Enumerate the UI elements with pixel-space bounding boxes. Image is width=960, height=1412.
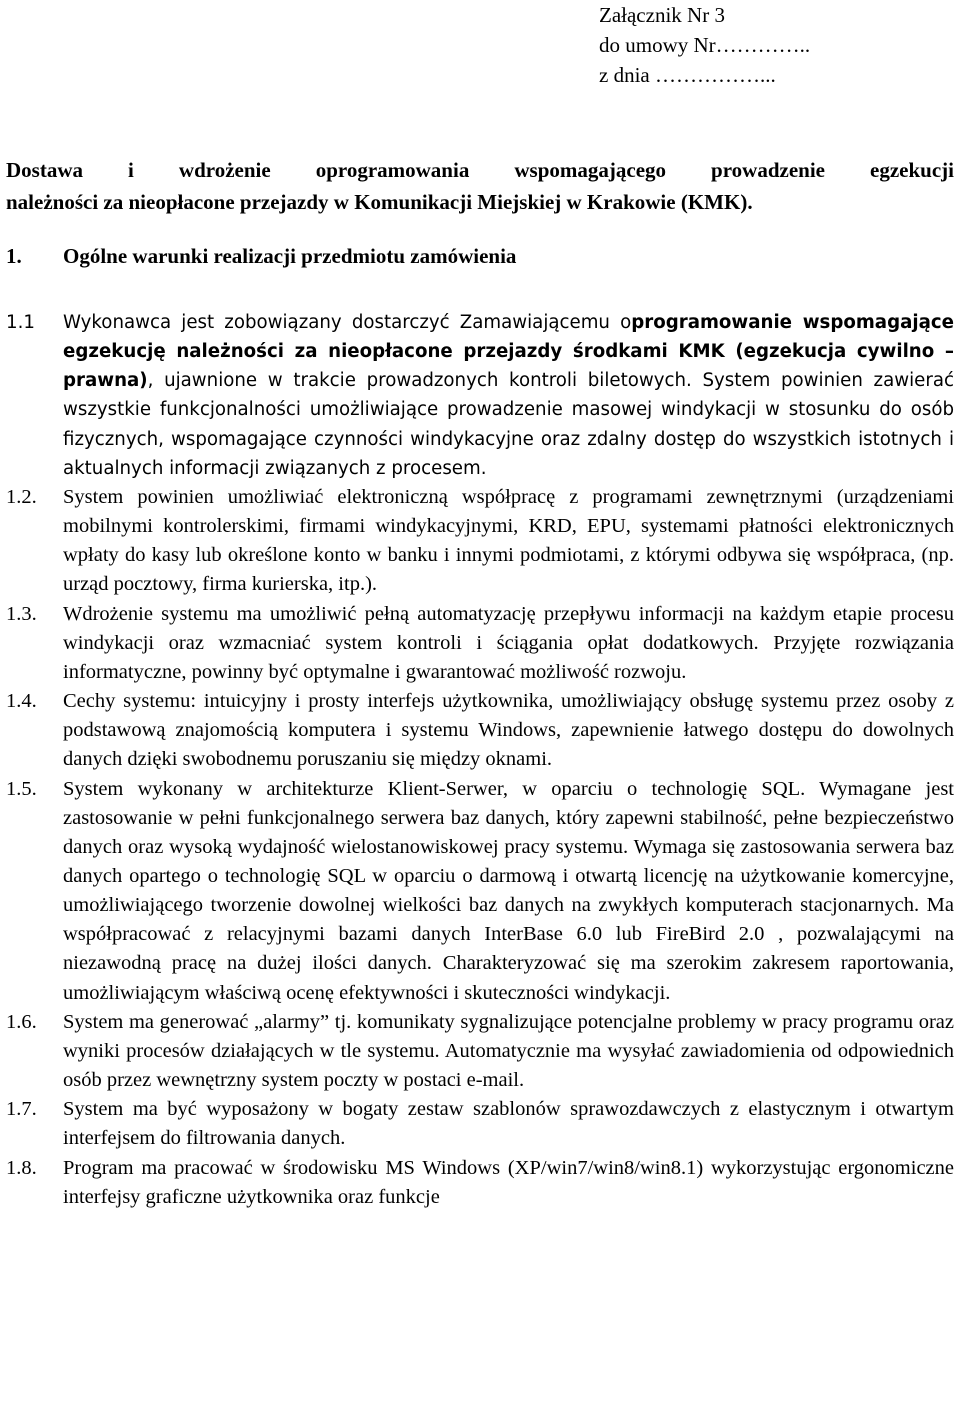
- list-item: [6, 483, 954, 600]
- item-number: 1.1: [6, 312, 35, 333]
- contract-number: do umowy Nr…………..: [599, 33, 811, 57]
- list-item: [6, 1154, 954, 1212]
- item-text: System wykonany w architekturze Klient-Serwer, w oparciu o technologię SQL. Wymagane jest zastosowanie w pełni funkcjonalnego serwera baz danych, który zapewni stabilność, pełne bezpieczeństwo danych oraz wysoką wydajność wielostanowiskowej pracy systemu. Wymaga się zastosowania serwera baz danych opartego o technologię SQL w oparciu o darmową i otwartą licencję na użytkowanie komercyjne, umożliwiającego tworzenie dowolnej wielkości baz danych na zwykłych komputerach stacjonarnych. Ma współpracować z relacyjnymi bazami danych InterBase 6.0 lub FireBird 2.0 , pozwalającymi na niezawodną pracę na dużej ilości danych. Charakteryzować się ma szerokim zakresem raportowania, umożliwiającym właściwą ocenę efektywności i skuteczności windykacji.: [63, 777, 954, 1004]
- item-number: 1.2.: [6, 485, 37, 508]
- item-number: 1.5.: [6, 777, 37, 800]
- attachment-header: [599, 0, 810, 90]
- item-text: System powinien umożliwiać elektroniczną współpracę z programami zewnętrznymi (urządzeniami mobilnymi kontrolerskimi, firmami windykacyjnymi, KRD, EPU, systemami płatności elektronicznych wpłaty do kasy lub określone konto w banku i innymi podmiotami, z którymi odbywa się współpraca, (np. urząd pocztowy, firma kurierska, itp.).: [63, 485, 954, 596]
- item-number: 1.3.: [6, 602, 37, 625]
- section-title: Ogólne warunki realizacji przedmiotu zamówienia: [63, 244, 517, 268]
- item-text: Program ma pracować w środowisku MS Windows (XP/win7/win8/win8.1) wykorzystując ergonomiczne interfejsy graficzne użytkownika oraz funkcje: [63, 1156, 954, 1208]
- title-line-2: należności za nieopłacone przejazdy w Komunikacji Miejskiej w Krakowie (KMK).: [6, 190, 753, 214]
- item-text-bold: programowanie wspomagające egzekucję należności za nieopłacone przejazdy środkami KMK (egzekucja cywilno – prawna): [63, 312, 954, 392]
- list-item: [6, 1008, 954, 1095]
- item-number: 1.8.: [6, 1156, 37, 1179]
- contract-date: z dnia ……………...: [599, 63, 776, 87]
- list-item: [6, 775, 954, 1008]
- item-number: 1.7.: [6, 1098, 37, 1121]
- list-item: [6, 308, 954, 483]
- requirements-list: [6, 308, 954, 1212]
- section-number: 1.: [6, 244, 22, 268]
- item-text: System ma generować „alarmy” tj. komunikaty sygnalizujące potencjalne problemy w pracy programu oraz wyniki procesów działających w tle systemu. Automatycznie ma wysyłać zawiadomienia od odpowiednich osób przez wewnętrzny system poczty w postaci e-mail.: [63, 1010, 954, 1092]
- attachment-number: Załącznik Nr 3: [599, 3, 725, 27]
- list-item: [6, 687, 954, 774]
- item-text: Cechy systemu: intuicyjny i prosty interfejs użytkownika, umożliwiający obsługę systemu przez osoby z podstawową znajomością komputera i systemu Windows, zapewnienie łatwego dostępu do dowolnych danych dzięki swobodnemu poruszaniu się między oknami.: [63, 690, 954, 771]
- item-text-rest: , ujawnione w trakcie prowadzonych kontroli biletowych. System powinien zawierać wszystkie funkcjonalności umożliwiające prowadzenie masowej windykacji w stosunku do osób fizycznych, wspomagające czynności windykacyjne oraz zdalny dostęp do wszystkich istotnych i aktualnych informacji związanych z procesem.: [63, 370, 954, 479]
- item-text-lead: Wykonawca jest zobowiązany dostarczyć Zamawiającemu o: [63, 312, 632, 333]
- title-line-1: Dostawa i wdrożenie oprogramowania wspomagającego prowadzenie egzekucji: [6, 158, 954, 182]
- document-title: [6, 154, 954, 218]
- list-item: [6, 1095, 954, 1153]
- section-heading: [6, 240, 516, 272]
- list-item: [6, 600, 954, 687]
- item-number: 1.4.: [6, 690, 37, 713]
- item-number: 1.6.: [6, 1010, 37, 1033]
- item-text: System ma być wyposażony w bogaty zestaw szablonów sprawozdawczych z elastycznym i otwartym interfejsem do filtrowania danych.: [63, 1098, 954, 1150]
- item-text: Wdrożenie systemu ma umożliwić pełną automatyzację przepływu informacji na każdym etapie procesu windykacji oraz wzmacniać system kontroli i ściągania opłat dodatkowych. Przyjęte rozwiązania informatyczne, powinny być optymalne i gwarantować możliwość rozwoju.: [63, 602, 954, 683]
